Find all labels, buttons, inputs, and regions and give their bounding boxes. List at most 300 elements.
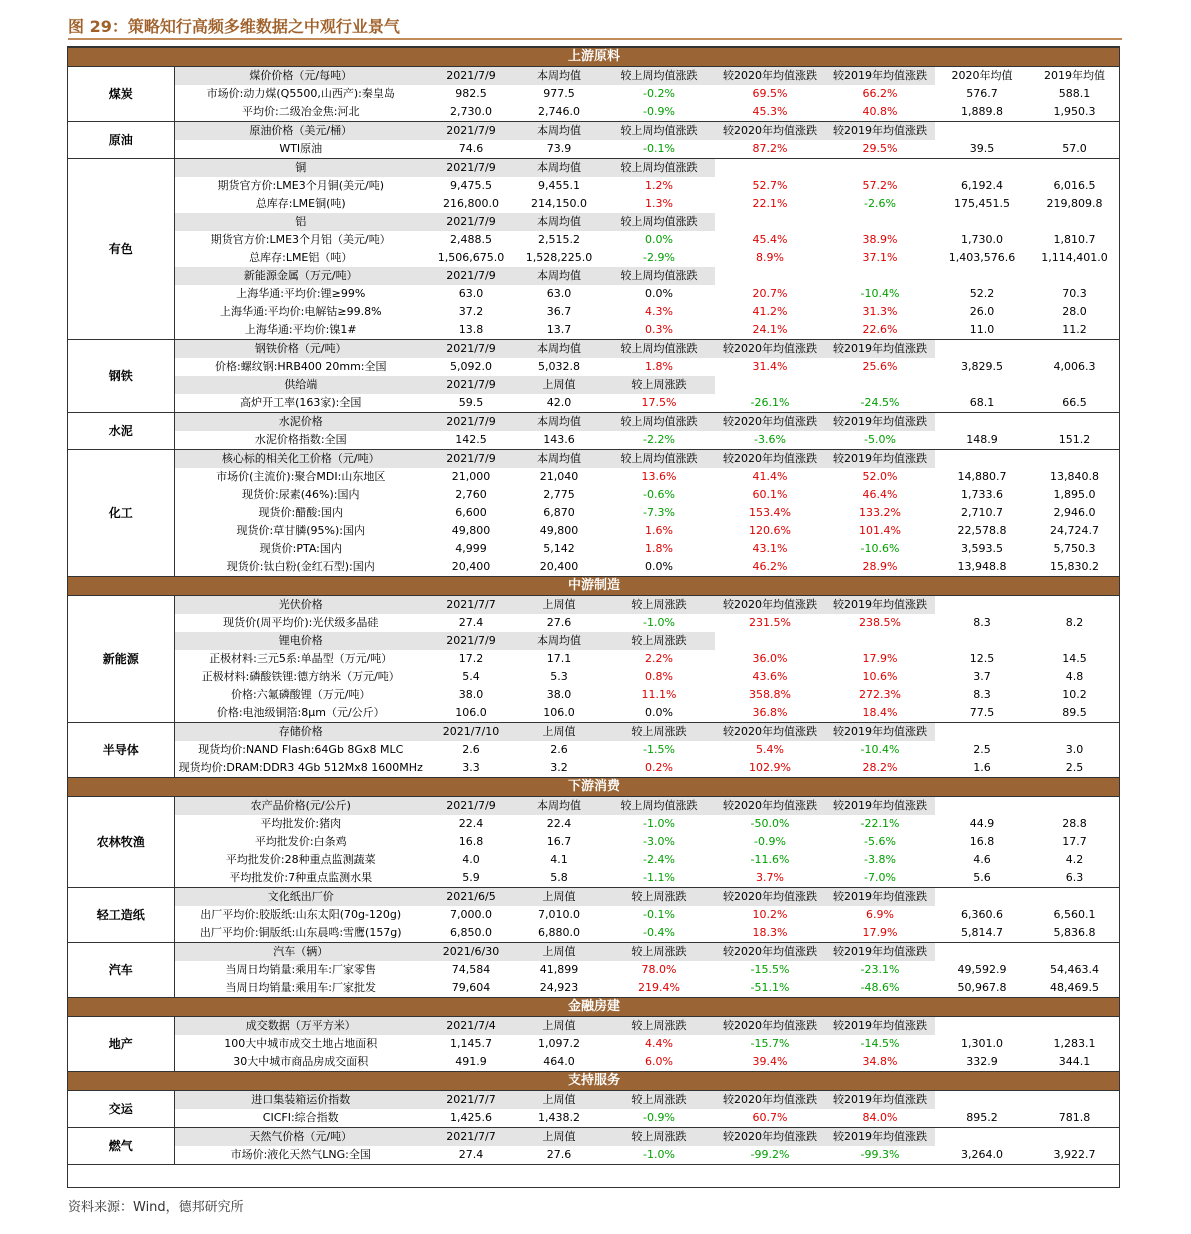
section-header-row [68, 998, 1120, 1017]
value-cell: 38.0 [546, 688, 572, 701]
header-cell: 较2020年均值涨跌 [715, 1017, 825, 1036]
value-cell: 1,733.6 [961, 488, 1003, 501]
value-cell: 52.7% [752, 179, 788, 192]
value-cell: 4.3% [645, 305, 673, 318]
value-cell: 45.4% [752, 233, 788, 246]
indicator-name: 价格:六氟磷酸锂（万元/吨） [231, 688, 371, 701]
indicator-name: 水泥价格指数:全国 [174, 431, 427, 450]
header-cell [1029, 797, 1120, 816]
value-cell: -0.1% [643, 908, 675, 921]
value-cell: 78.0% [641, 963, 677, 976]
header-cell [935, 267, 1029, 285]
value-cell: 1,097.2 [538, 1037, 580, 1050]
table-row [68, 961, 1120, 979]
value-cell: 4.8 [1065, 670, 1084, 683]
value-cell: 11.0 [935, 321, 1029, 340]
table-header-row [68, 1091, 1120, 1110]
value-cell: 216,800.0 [443, 197, 499, 210]
value-cell: 84.0% [825, 1109, 935, 1128]
header-cell: 较上周涨跌 [603, 1128, 715, 1147]
value-cell: 10.2% [752, 908, 788, 921]
value-cell: 17.1 [546, 652, 572, 665]
value-cell: -99.3% [825, 1146, 935, 1165]
value-cell: -2.4% [643, 853, 675, 866]
header-cell: 较2020年均值涨跌 [715, 888, 825, 907]
value-cell: 6,880.0 [515, 924, 603, 943]
value-cell: 27.6 [546, 616, 572, 629]
value-cell: 46.4% [862, 488, 898, 501]
header-cell: 本周均值 [515, 213, 603, 231]
header-cell: 较2019年均值涨跌 [825, 340, 935, 359]
value-cell: 1,403,576.6 [948, 251, 1016, 264]
header-indicator: 核心标的相关化工价格（元/吨） [174, 450, 427, 469]
value-cell: 5.4 [462, 670, 480, 683]
value-cell: 231.5% [749, 616, 791, 629]
value-cell: 3.7 [973, 670, 991, 683]
header-cell: 较2019年均值涨跌 [825, 943, 935, 962]
header-cell [715, 159, 825, 178]
value-cell: 18.3% [715, 924, 825, 943]
value-cell: 5,750.3 [1053, 542, 1096, 555]
value-cell: 491.9 [427, 1053, 515, 1072]
value-cell: 25.6% [862, 360, 898, 373]
table-row [68, 504, 1120, 522]
header-cell: 上周值 [515, 723, 603, 742]
value-cell: 12.5 [969, 652, 995, 665]
value-cell: -2.9% [643, 251, 675, 264]
value-cell: 17.9% [862, 652, 898, 665]
indicator-name: 现货价(周平均价):光伏级多晶硅 [223, 616, 379, 629]
indicator-name: 上海华通:平均价:电解钴≥99.8% [219, 305, 382, 318]
value-cell: -0.6% [643, 488, 675, 501]
table-row [68, 486, 1120, 504]
value-cell: 45.3% [715, 103, 825, 122]
category-label: 煤炭 [68, 67, 174, 122]
header-cell [715, 267, 825, 285]
value-cell: 87.2% [715, 140, 825, 159]
value-cell: 14,880.7 [957, 470, 1007, 483]
value-cell: 17.7 [1062, 835, 1087, 848]
header-indicator: 锂电价格 [174, 632, 427, 650]
value-cell: -1.1% [603, 869, 715, 888]
value-cell: 70.3 [1062, 287, 1087, 300]
value-cell: 272.3% [859, 688, 901, 701]
value-cell: 1.3% [645, 197, 673, 210]
table-row [68, 741, 1120, 759]
section-title: 下游消费 [68, 778, 1120, 797]
value-cell: 2,946.0 [1053, 506, 1096, 519]
value-cell: 2,515.2 [538, 233, 580, 246]
value-cell: 2.5 [973, 743, 991, 756]
value-cell: 3,922.7 [1029, 1146, 1120, 1165]
header-indicator: 铜 [174, 159, 427, 178]
header-cell: 上周值 [515, 1128, 603, 1147]
header-cell: 较2019年均值涨跌 [825, 122, 935, 141]
category-label: 水泥 [68, 413, 174, 450]
header-cell [935, 632, 1029, 650]
header-cell [1029, 1017, 1120, 1036]
value-cell: 28.9% [825, 558, 935, 577]
value-cell: 1,114,401.0 [1041, 251, 1108, 264]
value-cell: 73.9 [515, 140, 603, 159]
value-cell: 344.1 [1029, 1053, 1120, 1072]
indicator-name: 正极材料:三元5系:单晶型（万元/吨） [209, 652, 393, 665]
indicator-name: 现货价:PTA:国内 [259, 542, 342, 555]
header-cell: 较上周均值涨跌 [603, 450, 715, 469]
indicator-name: 100大中城市成交土地占地面积 [224, 1037, 378, 1050]
value-cell: 22.4 [546, 817, 572, 830]
value-cell: 1,506,675.0 [437, 251, 505, 264]
value-cell: 13.7 [515, 321, 603, 340]
value-cell: 2,730.0 [427, 103, 515, 122]
section-title: 金融房建 [68, 998, 1120, 1017]
value-cell: 13.8 [427, 321, 515, 340]
value-cell: 102.9% [715, 759, 825, 778]
value-cell: 28.0 [1062, 305, 1087, 318]
value-cell: 982.5 [455, 87, 487, 100]
header-cell: 较2020年均值涨跌 [715, 340, 825, 359]
value-cell: 1,283.1 [1053, 1037, 1096, 1050]
value-cell: 34.8% [825, 1053, 935, 1072]
value-cell: 22.1% [752, 197, 788, 210]
header-cell: 2021/7/9 [427, 632, 515, 650]
value-cell: 6.9% [866, 908, 894, 921]
header-cell: 较2020年均值涨跌 [715, 122, 825, 141]
value-cell: 2.5 [1029, 759, 1120, 778]
header-indicator: 煤价价格（元/每吨） [174, 67, 427, 86]
value-cell: -5.6% [864, 835, 896, 848]
value-cell: 219,809.8 [1046, 197, 1103, 210]
value-cell: 44.9 [969, 817, 995, 830]
table-header-row [68, 213, 1120, 231]
table-header-row [68, 376, 1120, 394]
category-label: 汽车 [68, 943, 174, 998]
value-cell: 48,469.5 [1029, 979, 1120, 998]
section-header-row [68, 1072, 1120, 1091]
value-cell: 77.5 [935, 704, 1029, 723]
header-cell: 2021/7/4 [427, 1017, 515, 1036]
header-cell [1029, 723, 1120, 742]
value-cell: 0.0% [645, 287, 673, 300]
indicator-name: CICFI:综合指数 [174, 1109, 427, 1128]
value-cell: 39.5 [935, 140, 1029, 159]
table-row [68, 704, 1120, 723]
value-cell: 2,775 [543, 488, 575, 501]
value-cell: 0.0% [603, 704, 715, 723]
header-cell [1029, 888, 1120, 907]
value-cell: 5,814.7 [935, 924, 1029, 943]
value-cell: 8.9% [756, 251, 784, 264]
value-cell: -15.5% [750, 963, 790, 976]
value-cell: 6,870 [543, 506, 575, 519]
header-cell: 较上周均值涨跌 [603, 122, 715, 141]
indicator-name: 现货均价:DRAM:DDR3 4Gb 512Mx8 1600MHz [174, 759, 427, 778]
value-cell: 5,092.0 [450, 360, 492, 373]
value-cell: 175,451.5 [954, 197, 1010, 210]
value-cell: -0.9% [603, 1109, 715, 1128]
value-cell: -1.0% [643, 817, 675, 830]
table-row [68, 558, 1120, 577]
value-cell: 24.1% [715, 321, 825, 340]
table-row [68, 869, 1120, 888]
header-cell [935, 1128, 1029, 1147]
indicator-name: 上海华通:平均价:镍1# [174, 321, 427, 340]
category-label: 地产 [68, 1017, 174, 1072]
header-cell [1029, 596, 1120, 615]
value-cell: 1.8% [645, 360, 673, 373]
header-cell [935, 797, 1029, 816]
header-cell [1029, 632, 1120, 650]
value-cell: 43.1% [752, 542, 788, 555]
value-cell: -5.0% [825, 431, 935, 450]
value-cell: 22.4 [458, 817, 484, 830]
header-cell [935, 450, 1029, 469]
value-cell: 1,895.0 [1053, 488, 1096, 501]
value-cell: 0.0% [603, 558, 715, 577]
category-label: 原油 [68, 122, 174, 159]
value-cell: 8.2 [1065, 616, 1084, 629]
title-rule [68, 38, 1122, 40]
header-cell: 上周值 [515, 888, 603, 907]
header-cell [1029, 213, 1120, 231]
value-cell: 57.0 [1029, 140, 1120, 159]
value-cell: 69.5% [752, 87, 788, 100]
header-cell: 较2020年均值涨跌 [715, 943, 825, 962]
header-cell [825, 213, 935, 231]
table-row [68, 285, 1120, 303]
value-cell: 27.4 [458, 616, 484, 629]
value-cell: 6,560.1 [1053, 908, 1096, 921]
header-cell [935, 122, 1029, 141]
category-label: 农林牧渔 [68, 797, 174, 888]
value-cell: 59.5 [427, 394, 515, 413]
value-cell: -10.4% [860, 743, 900, 756]
header-cell: 较2020年均值涨跌 [715, 797, 825, 816]
value-cell: 40.8% [825, 103, 935, 122]
header-cell [935, 340, 1029, 359]
header-cell: 较2019年均值涨跌 [825, 1091, 935, 1110]
value-cell: -1.0% [643, 616, 675, 629]
header-cell [715, 213, 825, 231]
value-cell: 5,032.8 [538, 360, 580, 373]
value-cell: -99.2% [715, 1146, 825, 1165]
value-cell: -11.6% [750, 853, 790, 866]
header-cell [1029, 450, 1120, 469]
value-cell: 5.6 [935, 869, 1029, 888]
indicator-name: 价格:电池级铜箔:8μm（元/公斤） [174, 704, 427, 723]
value-cell: -1.5% [643, 743, 675, 756]
value-cell: 6.0% [603, 1053, 715, 1072]
value-cell: 20.7% [752, 287, 788, 300]
header-cell [935, 376, 1029, 394]
category-label: 半导体 [68, 723, 174, 778]
value-cell: 66.2% [862, 87, 898, 100]
value-cell: 52.2 [969, 287, 995, 300]
value-cell: 16.8 [458, 835, 484, 848]
value-cell: 0.3% [603, 321, 715, 340]
header-cell: 2021/7/9 [427, 450, 515, 469]
table-header-row [68, 797, 1120, 816]
table-row [68, 906, 1120, 924]
value-cell: 36.0% [752, 652, 788, 665]
header-cell: 2021/7/7 [427, 596, 515, 615]
value-cell: 39.4% [715, 1053, 825, 1072]
value-cell: 1,730.0 [961, 233, 1003, 246]
table-row [68, 540, 1120, 558]
value-cell: -0.2% [643, 87, 675, 100]
value-cell: 14.5 [1062, 652, 1087, 665]
value-cell: 142.5 [427, 431, 515, 450]
value-cell: 68.1 [935, 394, 1029, 413]
value-cell: 20,400 [427, 558, 515, 577]
value-cell: 977.5 [543, 87, 575, 100]
value-cell: 36.8% [715, 704, 825, 723]
value-cell: 6,192.4 [961, 179, 1003, 192]
table-row [68, 394, 1120, 413]
value-cell: -24.5% [825, 394, 935, 413]
header-cell: 2021/7/9 [427, 213, 515, 231]
value-cell: 49,800 [539, 524, 579, 537]
header-cell: 较上周均值涨跌 [603, 267, 715, 285]
value-cell: 41.4% [752, 470, 788, 483]
value-cell: 36.7 [546, 305, 572, 318]
header-cell: 较上周均值涨跌 [603, 413, 715, 432]
value-cell: 106.0 [515, 704, 603, 723]
header-indicator: 汽车（辆） [174, 943, 427, 962]
category-label: 有色 [68, 159, 174, 340]
indicator-name: WTI原油 [174, 140, 427, 159]
value-cell: 1.2% [645, 179, 673, 192]
value-cell: 133.2% [859, 506, 901, 519]
value-cell: 3.7% [715, 869, 825, 888]
header-cell [935, 888, 1029, 907]
indicator-name: 总库存:LME铝（吨） [249, 251, 353, 264]
header-cell [1029, 122, 1120, 141]
header-cell [935, 1091, 1029, 1110]
value-cell: 31.4% [752, 360, 788, 373]
value-cell: 63.0 [546, 287, 572, 300]
section-header-row [68, 48, 1120, 67]
table-header-row [68, 1128, 1120, 1147]
value-cell: 6,600 [455, 506, 487, 519]
value-cell: 5,142 [543, 542, 575, 555]
header-cell: 较2019年均值涨跌 [825, 67, 935, 86]
value-cell: -7.0% [825, 869, 935, 888]
header-cell: 本周均值 [515, 122, 603, 141]
header-cell: 较2019年均值涨跌 [825, 888, 935, 907]
indicator-name: 现货价:尿素(46%):国内 [242, 488, 360, 501]
value-cell: 11.1% [641, 688, 677, 701]
value-cell: -10.6% [860, 542, 900, 555]
value-cell: 24,724.7 [1050, 524, 1100, 537]
value-cell: 13,948.8 [935, 558, 1029, 577]
section-header-row [68, 778, 1120, 797]
table-row [68, 1146, 1120, 1165]
table-header-row [68, 943, 1120, 962]
header-cell [1029, 267, 1120, 285]
table-row [68, 321, 1120, 340]
header-cell: 较2019年均值涨跌 [825, 450, 935, 469]
header-cell: 较2019年均值涨跌 [825, 723, 935, 742]
header-cell [1029, 413, 1120, 432]
header-cell: 2021/7/9 [427, 376, 515, 394]
header-cell: 较2019年均值涨跌 [825, 413, 935, 432]
value-cell: 5.4% [756, 743, 784, 756]
value-cell: 4.2 [1065, 853, 1084, 866]
header-indicator: 成交数据（万平方米） [174, 1017, 427, 1036]
value-cell: 2.2% [645, 652, 673, 665]
header-cell: 2021/7/9 [427, 67, 515, 86]
indicator-name: 当周日均销量:乘用车:厂家批发 [174, 979, 427, 998]
table-row [68, 614, 1120, 632]
header-cell: 2021/7/9 [427, 797, 515, 816]
value-cell: 1.8% [645, 542, 673, 555]
value-cell: 219.4% [603, 979, 715, 998]
indicator-name: 平均批发价:白条鸡 [254, 835, 347, 848]
header-cell: 较2020年均值涨跌 [715, 1091, 825, 1110]
value-cell: -15.7% [750, 1037, 790, 1050]
table-header-row [68, 1017, 1120, 1036]
value-cell: 1,889.8 [935, 103, 1029, 122]
value-cell: 1,950.3 [1029, 103, 1120, 122]
header-cell: 2021/7/7 [427, 1128, 515, 1147]
value-cell: 2,488.5 [450, 233, 492, 246]
header-cell [825, 632, 935, 650]
value-cell: 11.2 [1029, 321, 1120, 340]
value-cell: 148.9 [935, 431, 1029, 450]
section-title: 支持服务 [68, 1072, 1120, 1091]
header-cell: 较上周涨跌 [603, 888, 715, 907]
value-cell: 27.6 [515, 1146, 603, 1165]
value-cell: 0.2% [603, 759, 715, 778]
header-cell: 本周均值 [515, 159, 603, 178]
header-cell: 较2020年均值涨跌 [715, 450, 825, 469]
indicator-name: 出厂平均价:铜版纸:山东晨鸣:雪鹰(157g) [174, 924, 427, 943]
section-title: 上游原料 [68, 48, 1120, 67]
table-row [68, 650, 1120, 668]
indicator-name: 现货价:草甘膦(95%):国内 [236, 524, 365, 537]
value-cell: 49,592.9 [957, 963, 1007, 976]
value-cell: 74.6 [427, 140, 515, 159]
header-cell: 2021/7/9 [427, 340, 515, 359]
value-cell: 52.0% [862, 470, 898, 483]
value-cell: 4.4% [645, 1037, 673, 1050]
value-cell: 41.2% [752, 305, 788, 318]
value-cell: 6,016.5 [1053, 179, 1096, 192]
header-cell: 2021/6/30 [427, 943, 515, 962]
header-cell [1029, 159, 1120, 178]
header-cell: 2021/7/9 [427, 413, 515, 432]
value-cell: -2.6% [864, 197, 896, 210]
value-cell: 66.5 [1029, 394, 1120, 413]
indicator-name: 出厂平均价:胶版纸:山东太阳(70g-120g) [200, 908, 402, 921]
value-cell: 28.8 [1062, 817, 1087, 830]
indicator-name: 平均批发价:猪肉 [260, 817, 342, 830]
value-cell: 3.0 [1065, 743, 1084, 756]
value-cell: 781.8 [1029, 1109, 1120, 1128]
header-indicator: 供给端 [174, 376, 427, 394]
value-cell: -14.5% [860, 1037, 900, 1050]
category-label: 轻工造纸 [68, 888, 174, 943]
header-indicator: 光伏价格 [174, 596, 427, 615]
value-cell: 10.6% [862, 670, 898, 683]
indicator-name: 现货价:钛白粉(金红石型):国内 [174, 558, 427, 577]
table-row [68, 1109, 1120, 1128]
table-row [68, 358, 1120, 376]
value-cell: 4,999 [455, 542, 487, 555]
value-cell: 1.6 [935, 759, 1029, 778]
value-cell: -10.4% [860, 287, 900, 300]
